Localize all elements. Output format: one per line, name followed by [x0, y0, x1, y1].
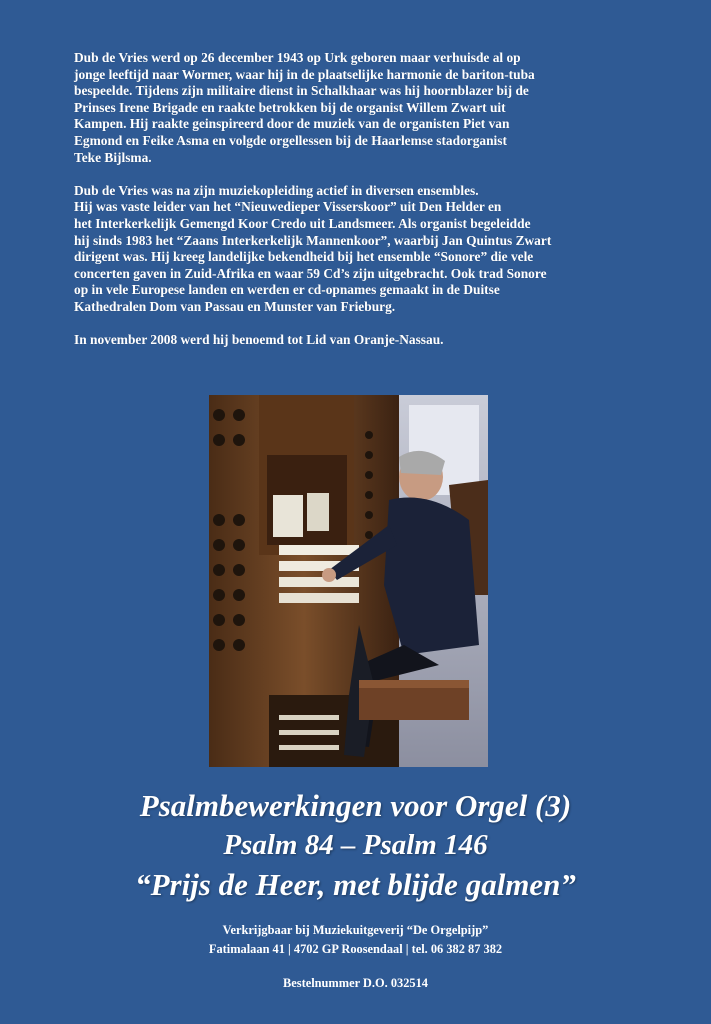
- bio-line: hij sinds 1983 het “Zaans Interkerkelijk Mannenkoor”, waarbij Jan Quintus Zwart: [74, 232, 552, 248]
- bio-line: dirigent was. Hij kreeg landelijke bekendheid bij het ensemble “Sonore” die vele: [74, 249, 534, 265]
- address-line: Fatimalaan 41 | 4702 GP Roosendaal | tel. 06 382 87 382: [208, 942, 503, 956]
- publisher-contact: [0, 921, 711, 959]
- bio-line: Hij was vaste leider van het “Nieuwedieper Visserskoor” uit Den Helder en: [74, 199, 502, 215]
- bio-line: jonge leeftijd naar Wormer, waar hij in de plaatselijke harmonie de bariton-tuba: [74, 66, 535, 82]
- bio-paragraph-1: [74, 50, 654, 166]
- bio-line: Dub de Vries was na zijn muziekopleiding actief in diversen ensembles.: [74, 182, 479, 198]
- publisher-line: Verkrijgbaar bij Muziekuitgeverij “De Orgelpijp”: [222, 923, 489, 937]
- bio-line: Teke Bijlsma.: [74, 149, 152, 165]
- organist-photo: [209, 395, 488, 767]
- bio-paragraph-2: [74, 183, 654, 316]
- bio-line: op in vele Europese landen en werden er cd-opnames gemaakt in de Duitse: [74, 282, 500, 298]
- psalm-numbers: Psalm 84 – Psalm 146: [223, 829, 488, 861]
- bio-line: Kathedralen Dom van Passau en Munster van Frieburg.: [74, 298, 396, 314]
- subtitle: “Prijs de Heer, met blijde galmen”: [135, 867, 576, 902]
- biography: [74, 50, 654, 365]
- bio-line: Prinses Irene Brigade en raakte betrokken bij de organist Willem Zwart uit: [74, 99, 506, 115]
- title-block: [0, 787, 711, 905]
- bio-line: Dub de Vries werd op 26 december 1943 op Urk geboren maar verhuisde al op: [74, 50, 521, 65]
- bio-line: het Interkerkelijk Gemengd Koor Credo uit Landsmeer. Als organist begeleidde: [74, 215, 531, 231]
- publication-title: Psalmbewerkingen voor Orgel (3): [139, 788, 572, 823]
- bio-line: Kampen. Hij raakte geinspireerd door de muziek van de organisten Piet van: [74, 116, 510, 132]
- order-number: Bestelnummer D.O. 032514: [282, 976, 428, 990]
- bio-line: Egmond en Feike Asma en volgde orgellessen bij de Haarlemse stadorganist: [74, 132, 507, 148]
- bio-line: In november 2008 werd hij benoemd tot Lid van Oranje-Nassau.: [74, 332, 444, 348]
- bio-line: bespeelde. Tijdens zijn militaire dienst in Schalkhaar was hij hoornblazer bij de: [74, 83, 529, 99]
- bio-line: concerten gaven in Zuid-Afrika en waar 59 Cd’s zijn uitgebracht. Ook trad Sonore: [74, 265, 547, 281]
- bio-paragraph-3: [74, 332, 654, 349]
